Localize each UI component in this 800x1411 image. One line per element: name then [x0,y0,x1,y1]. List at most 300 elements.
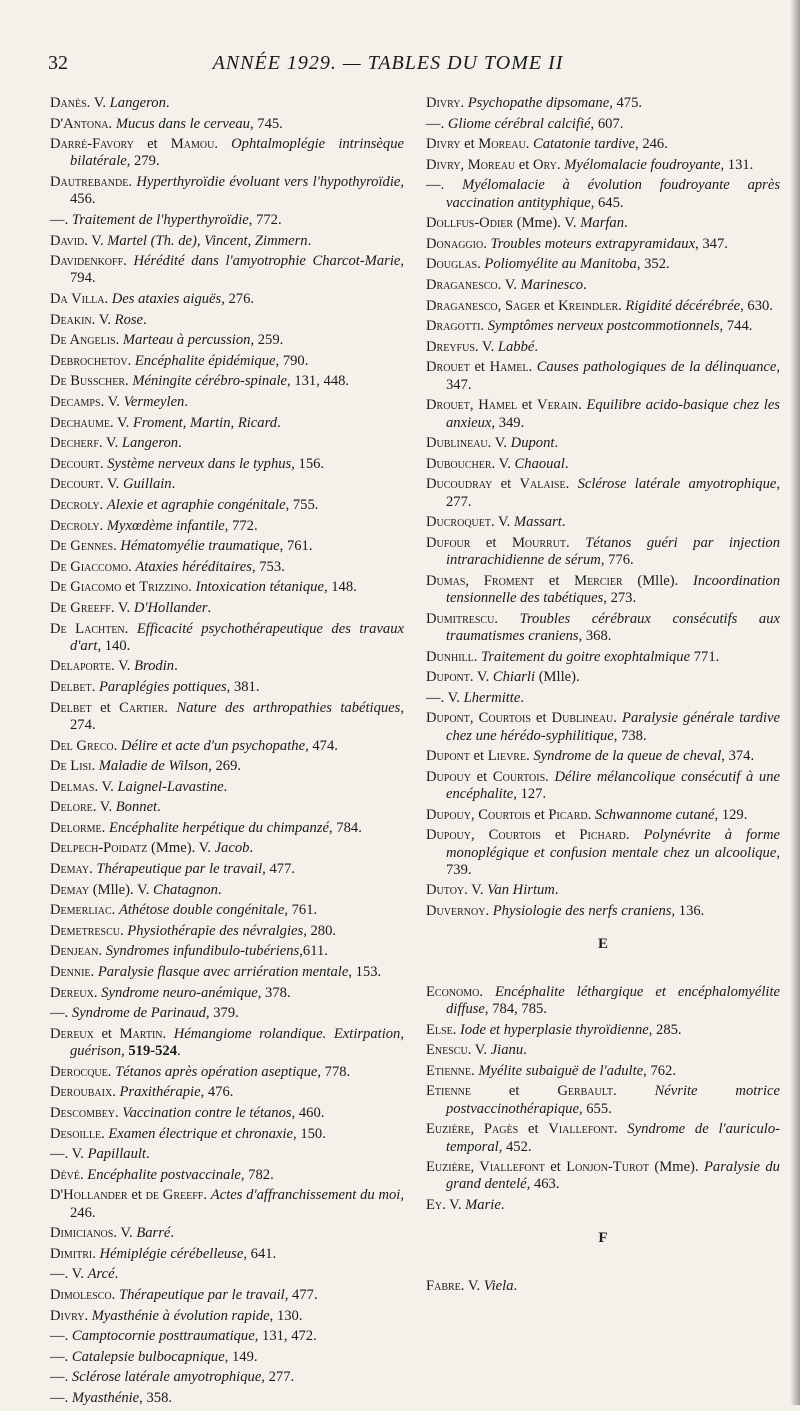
entry-pages: , 655. [578,1100,612,1117]
entry-author: Dereux [50,984,94,1001]
entry-link-text: —. [426,115,448,132]
entry-title: Chaoual [514,455,565,472]
entry-author: Dévé [50,1166,80,1183]
entry-pages: . [145,1146,150,1163]
entry-link-text: . V. [469,669,493,686]
entry-pages: , 460. [291,1104,325,1121]
entry-author: De Greeff [50,599,111,616]
entry-link-text: . [214,136,232,153]
entry-title: Marinesco [520,277,584,294]
entry-link-text: . [89,861,97,878]
entry-pages: , 140. [97,637,131,654]
entry-title: Méningite cérébro-spinale [132,373,288,390]
entry-link-text: . [618,297,626,314]
entry-coauthor: Gerbault [557,1083,614,1100]
entry-link-text: et [469,359,490,376]
index-entry [50,1225,404,1242]
entry-author: Etienne [426,1083,472,1100]
entry-author: Denjean [50,943,99,960]
entry-pages: , 753. [251,558,285,575]
page-edge-shadow [790,0,800,1405]
entry-author: Decourt [50,455,100,472]
entry-pages: , 156. [291,455,325,472]
entry-title: Tétanos après opération aseptique [115,1063,318,1080]
entry-link-text: . V. [491,455,515,472]
entry-title: Examen électrique et chronaxie [108,1125,294,1142]
entry-pages: , 368. [578,627,612,644]
index-entry [50,116,404,133]
index-entry [50,1005,404,1022]
index-entry [50,1026,404,1061]
index-entry [426,690,780,707]
entry-title: Tétanos guéri par injection intrarachidienne de sérum [446,534,781,569]
entry-title: Syndrome de l'auriculo-temporal [446,1121,780,1155]
entry-title: Poliomyélite au Manitoba [484,256,637,273]
entry-pages: , 762. [643,1062,676,1079]
entry-author: David [50,232,85,249]
entry-coauthor: Ory [533,156,557,173]
entry-link-text: . V. [467,1042,491,1059]
entry-link-text: et [492,476,520,493]
entry-link-text: . V. [86,95,110,111]
entry-title: Hémangiome rolandique. Extirpation, guérison [70,1025,405,1060]
entry-title: Ataxies héréditaires [135,558,252,575]
entry-link-text: (Mlle). V. [89,881,153,898]
index-entry [50,394,404,411]
entry-title: Chatagnon [153,881,218,898]
entry-author: Decroly [50,496,100,513]
entry-link-text: . [587,806,595,823]
entry-coauthor: Trizzino [139,579,189,596]
entry-pages: . [249,840,254,857]
index-entry [50,518,404,535]
entry-link-text: . [84,1307,92,1324]
entry-title: Brodin [134,658,175,675]
index-entry [426,710,780,745]
index-entry [50,861,404,878]
entry-pages: , 645. [590,194,624,211]
index-entry [50,923,404,940]
entry-author: Donaggio [426,235,484,252]
entry-link-text: . [483,235,491,252]
index-entry [50,985,404,1002]
index-entry [50,1287,404,1304]
entry-title: Gliome cérébral calcifié [447,115,591,132]
entry-title: Catalepsie bulbocapnique [71,1348,225,1365]
index-entry [426,573,780,608]
entry-author: Davidenkoff [50,253,124,270]
entry-title: Sclérose latérale amyotrophique [577,476,777,493]
entry-link-text: . [113,538,121,555]
entry-title: Langeron [109,95,166,111]
entry-link-text: et [93,1025,120,1042]
index-entry [426,298,780,315]
entry-coauthor: de Greeff [145,1187,204,1204]
entry-title: Physiologie des nerfs craniens [492,903,672,920]
entry-link-text: . [203,1187,211,1204]
entry-link-text: —. [50,1369,72,1386]
index-entry [50,1126,404,1143]
entry-link-text: . V. [464,882,488,899]
entry-pages: . [534,338,539,355]
entry-title: Equilibre acido-basique chez les anxieux [446,397,780,431]
entry-pages: , 475. [609,95,643,111]
entry-link-text: et [469,748,488,765]
entry-pages: , 274. [70,699,404,733]
entry-title: Van Hirtum [487,882,555,899]
entry-link-text: . [556,156,565,173]
entry-author: Dupouy, Courtois [426,827,541,844]
entry-title: Marfan [580,215,625,232]
entry-title: Myélomalacie à évolution foudroyante après vaccination antityphique [446,177,780,211]
entry-pages: . [165,95,170,111]
entry-pages: . [174,658,178,675]
index-entry [50,291,404,308]
entry-title: Camptocornie posttraumatique [71,1328,255,1345]
entry-title: Chiarli [492,669,536,686]
entry-link-text: . [613,1083,655,1100]
entry-link-text: . [578,397,587,414]
entry-coauthor: Mercier [574,572,623,589]
entry-title: Schwannome cutané [594,806,715,823]
entry-pages: , 784, 785. [484,1000,547,1017]
entry-pages: , 794. [70,253,405,287]
index-entry [426,318,780,335]
index-entry [50,1187,404,1222]
index-entry [426,277,780,294]
entry-author: Decroly [50,517,100,534]
entry-author: Else [426,1021,453,1038]
section-e [426,984,780,1215]
entry-title: Troubles moteurs extrapyramidaux [490,235,696,252]
entry-title: Polynévrite à forme monoplégique et confusion mentale chez un alcoolique [446,827,781,861]
entry-link-text: . [108,115,116,132]
entry-author: Demay [50,861,90,878]
entry-author: Decourt [50,476,100,493]
entry-link-text: . [473,648,482,665]
entry-pages: , 477. [284,1286,318,1303]
entry-title: Guillain [122,476,172,493]
entry-coauthor: Courtois [492,768,546,785]
entry-link-text: et [515,156,533,173]
entry-author: De Gennes [50,538,114,555]
entry-author: Dimitri [50,1245,93,1262]
entry-link-text: . [528,359,537,376]
index-entry [50,435,404,452]
entry-title: Alexie et agraphie congénitale [106,496,286,513]
entry-link-text: et [518,1121,549,1138]
entry-pages: . [513,1277,518,1294]
entry-title: Intoxication tétanique [195,579,324,596]
left-column [50,95,404,1411]
entry-link-text: (Mme). V. [513,215,581,232]
entry-pages: , 379. [205,1005,239,1022]
entry-link-text: . [565,476,578,493]
entry-author: Delbet [50,679,92,696]
entry-author: Enescu [426,1042,468,1059]
entry-title: Langeron [121,435,179,452]
index-entry [50,1308,404,1325]
entry-link-text: . V. [84,232,108,249]
entry-link-text: et [544,1159,567,1176]
index-entry [426,1042,780,1059]
entry-link-text: . V. [113,1225,137,1242]
index-entry [50,373,404,390]
entry-author: Fabre [426,1277,461,1294]
entry-pages: , 279. [126,153,160,170]
entry-author: Dublineau [426,435,488,452]
entry-link-text: —. [50,1005,72,1022]
entry-author: Dreyfus [426,338,475,355]
index-entry [50,1349,404,1366]
index-entry [50,840,404,857]
index-entry [426,535,780,570]
entry-title: Myasthénie à évolution rapide [91,1307,270,1324]
entry-link-text: . [128,174,137,191]
entry-pages: . [171,476,176,493]
index-entry [426,984,780,1019]
index-entry [426,95,780,112]
index-entry [50,253,404,288]
entry-author: Desoille [50,1125,102,1142]
entry-title: Hémiplégie cérébelleuse [99,1245,244,1262]
entry-author: Decherf [50,435,99,452]
entry-pages: , 276. [221,291,255,308]
entry-author: Dupouy, Courtois [426,806,531,823]
right-column [426,95,780,1298]
entry-link-text: —. V. [426,689,464,706]
entry-pages: ,611. [299,943,328,960]
entry-pages: , 347. [446,359,780,393]
index-entry [50,758,404,775]
index-entry [50,943,404,960]
entry-link-text: . [90,964,98,981]
entry-author: De Busscher [50,373,126,390]
entry-link-text: . [471,1062,479,1079]
entry-link-text: et [517,397,538,414]
entry-author: Euzière, Pagès [426,1121,519,1138]
entry-title: Laignel-Lavastine [117,778,224,795]
entry-pages: , 630. [740,297,773,314]
entry-pages: , 352. [636,256,670,273]
entry-pages: , 738. [613,727,647,744]
entry-pages: , 607. [590,115,624,132]
entry-link-text: . [162,1025,174,1042]
entry-pages: , 277. [261,1369,295,1386]
index-entry [50,1266,404,1283]
entry-link-text: . V. [98,435,122,452]
entry-coauthor: Verain [537,397,579,414]
entry-author: D'Hollander [50,1187,128,1204]
entry-link-text: . [93,984,102,1001]
entry-pages: , 130. [269,1307,303,1324]
entry-pages: . [177,1043,181,1060]
index-entry [426,256,780,273]
entry-pages: . [583,277,587,294]
entry-link-text: . [625,827,644,844]
entry-pages: , 755. [285,496,319,513]
entry-author: Divry, Moreau [426,156,516,173]
entry-pages: , 745. [249,115,283,132]
entry-title: Hyperthyroïdie évoluant vers l'hypothyroïdie [136,174,401,191]
index-entry [50,700,404,735]
entry-pages: (Mlle). [535,669,580,686]
entry-title: Efficacité psychothérapeutique des travaux d'art [70,620,404,654]
entry-title: Thérapeutique par le travail [96,861,263,878]
entry-title: Arcé [87,1266,115,1283]
entry-link-text: . [99,455,108,472]
section-letter-e: E [597,936,608,953]
entry-pages: , 131, 472. [254,1328,317,1345]
entry-title: Myasthénie [71,1389,140,1406]
entry-author: Draganesco, Sager [426,297,541,314]
entry-title: Massart [513,514,562,531]
entry-author: Dimicianos [50,1225,114,1242]
index-entry [426,236,780,253]
entry-author: Duvernoy [426,903,486,920]
index-entry [50,579,404,596]
index-entry [50,679,404,696]
entry-pages: , 131, 448. [287,373,350,390]
entry-author: Da Villa [50,291,105,308]
entry-link-text: . [566,534,586,551]
index-entry [50,174,404,209]
entry-title: Paralysie du grand dentelé [446,1159,780,1193]
entry-link-text: . [125,373,133,390]
entry-author: Euzière, Viallefont [426,1159,545,1176]
entry-title: Névrite motrice postvaccinothérapique [446,1083,780,1117]
index-entry [50,353,404,370]
entry-link-text: . [113,737,121,754]
entry-link-text: . [98,943,106,960]
entry-link-text: . V. [92,799,116,816]
entry-link-text: et [460,136,479,153]
entry-pages: 771. [690,648,720,665]
entry-link-text: . [127,352,135,369]
index-entry [426,157,780,174]
entry-author: Dupont [426,748,470,765]
entry-title: Marteau à percussion [122,332,251,349]
entry-title: Barré [136,1225,171,1242]
entry-title: Délire et acte d'un psychopathe [120,737,306,754]
entry-link-text: . [115,332,123,349]
entry-link-text: . [99,496,107,513]
entry-link-text: . V. [111,658,135,675]
index-entry [426,514,780,531]
index-entry [50,600,404,617]
entry-pages: , 744. [719,318,753,335]
entry-link-text: . [545,768,555,785]
entry-link-text: et [540,827,580,844]
entry-author: Dumitrescu [426,610,495,627]
index-entry [50,1146,404,1163]
running-title: ANNÉE 1929. — TABLES DU TOME II [212,52,564,74]
entry-pages: , 381. [226,679,260,696]
index-entry [426,476,780,511]
entry-pages: . [307,232,312,249]
entry-coauthor: Dublineau [551,710,614,727]
entry-author: De Giacomo [50,579,122,596]
entry-author: Delbet [50,699,92,716]
index-entry [50,559,404,576]
entry-pages: , 463. [526,1176,560,1193]
entry-pages: , 778. [317,1063,351,1080]
entry-title: Syndrome neuro-anémique [101,984,258,1001]
entry-author: Delore [50,799,93,816]
entry-pages: , 246. [70,1187,405,1221]
entry-author: Ey [426,1197,443,1214]
index-entry [50,820,404,837]
entry-coauthor: Moreau [478,136,526,153]
entry-author: Dragotti [426,318,481,335]
entry-link-text: . V. [99,476,123,493]
entry-link-text: . [99,517,107,534]
entry-link-text: . [111,902,119,919]
entry-title: Physiothérapie des névralgies [127,922,304,939]
entry-title: Des ataxies aiguës [111,291,222,308]
index-entry [50,738,404,755]
entry-link-text: et [534,572,575,589]
entry-link-text: —. [50,1389,72,1406]
entry-pages: , 790. [275,352,309,369]
entry-title: Syndrome de la queue de cheval [533,748,722,765]
entry-pages: , 358. [139,1389,173,1406]
entry-title: Causes pathologiques de la délinquance [536,359,777,376]
entry-link-text: . V. [487,435,511,452]
entry-pages: , 150. [293,1125,326,1142]
entry-pages: . [624,215,628,232]
entry-author: Demerliac [50,902,112,919]
entry-title: Encéphalite postvaccinale [87,1166,241,1183]
entry-link-text: . [104,291,112,308]
entry-link-text: et [530,710,552,727]
entry-pages: , 148. [323,579,357,596]
entry-author: Delaporte [50,658,112,675]
entry-pages: , 277. [446,476,781,510]
entry-pages: . [564,455,569,472]
entry-pages: , 127. [513,786,547,803]
entry-title: Actes d'affranchissement du moi [210,1187,401,1204]
entry-pages: , 349. [491,414,525,431]
entry-author: Danès [50,95,87,111]
entry-pages: , 131. [720,156,754,173]
entry-link-text: . [120,922,128,939]
entry-link-text: —. [50,211,72,228]
entry-pages: , 641. [243,1245,277,1262]
index-entry [50,1105,404,1122]
section-letter-f: F [598,1230,608,1247]
entry-pages: , 259. [250,332,284,349]
entry-title: Myélomalacie foudroyante [564,156,721,173]
entry-title: D'Hollander [133,599,208,616]
index-entry [50,415,404,432]
entry-link-text: . [188,579,196,596]
entry-link-text: (Mme). [648,1159,705,1176]
entry-pages: , 347. [695,235,728,252]
index-entry [426,669,780,686]
entry-author: Etienne [426,1062,472,1079]
entry-pages: . [277,414,281,431]
entry-link-text: . V. [109,414,133,431]
index-entry [426,748,780,765]
entry-author: Darré-Favory [50,136,134,153]
index-entry [426,827,780,879]
index-entry [50,497,404,514]
entry-title: Paraplégies pottiques [98,679,227,696]
entry-coauthor: Viallefont [548,1121,614,1138]
entry-title: Rose [114,311,144,328]
entry-pages: . [561,514,566,531]
